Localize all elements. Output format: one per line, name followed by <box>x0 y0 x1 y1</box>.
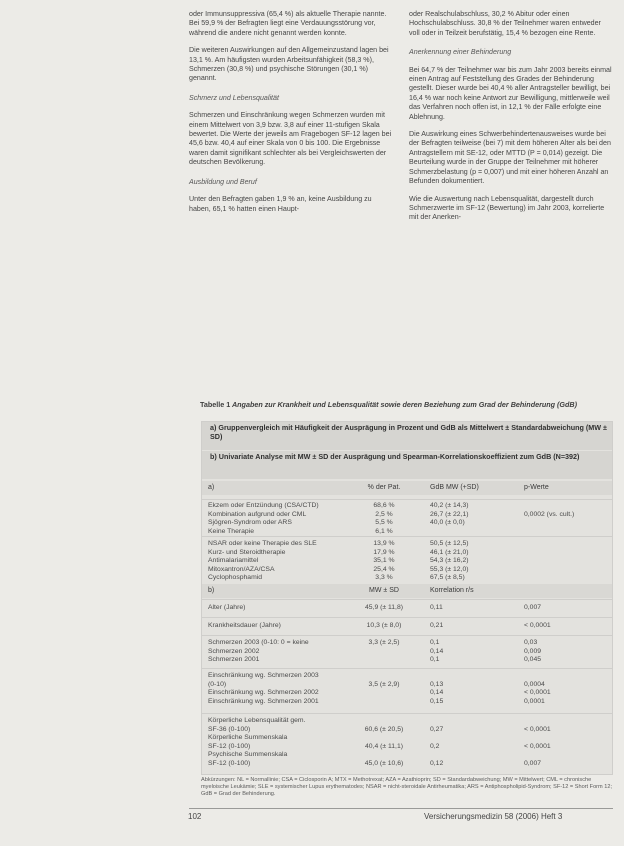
table-cell: SF-36 (0-100) <box>208 725 251 733</box>
band-b-c1: b) <box>208 587 215 594</box>
table-cell: < 0,0001 <box>524 725 551 733</box>
table-cell: (0-10) <box>208 680 227 688</box>
table-cell: Cyclophosphamid <box>208 574 263 582</box>
band-a-c3: GdB MW (+SD) <box>430 484 479 491</box>
table-cell: 0,0002 (vs. cult.) <box>524 511 575 518</box>
table-cell: Ekzem oder Entzündung (CSA/CTD) <box>208 502 319 509</box>
duration-mean: 10,3 (± 8,0) <box>366 622 402 629</box>
group1-c3 <box>430 502 522 536</box>
table-title: Angaben zur Krankheit und Lebensqualität sowie deren Beziehung zum Grad der Behinderung (GdB) <box>231 400 578 409</box>
table-band-a <box>202 481 612 495</box>
table-cell: 2,5 % <box>375 510 393 518</box>
age-p: 0,007 <box>524 604 542 611</box>
table-cell <box>430 734 522 743</box>
left-text-column <box>189 10 393 222</box>
table-cell: 0,27 <box>430 725 444 733</box>
band-b-c3: Korrelation r/s <box>430 587 474 594</box>
table-cell: 68,6 % <box>373 502 395 509</box>
group1-c4 <box>524 511 608 520</box>
table-cell: 13,9 % <box>373 540 395 547</box>
table-cell: < 0,0001 <box>524 689 551 697</box>
table-cell: Körperliche Summenskala <box>208 734 288 742</box>
table-cell <box>430 751 522 760</box>
table-cell: Körperliche Lebensqualität gem. <box>208 717 306 724</box>
table-footnotes: Abkürzungen: NL = Normallinie; CSA = Ciclosporin A; MTX = Methotrexat; AZA = Azathioprin; SD = Standardabweichung; MW = Mittelwert; CML = chronische myeloische Leukämie; SLE = systemischer Lupus erythematodes; NSAR = nicht-steroidale Antirheumatika; ARS = Antiphospholipid-Syndrom; SF-12 = Short Form 12; GdB = Grad der Behinderung. <box>201 777 613 798</box>
table-cell: Mitoxantron/AZA/CSA <box>208 565 275 573</box>
table-cell: 0,009 <box>524 647 542 655</box>
band-b-c2: MW ± SD <box>369 587 399 594</box>
table-cell <box>524 734 608 743</box>
restriction-mean: 3,5 (± 2,9) <box>368 681 400 688</box>
journal-reference: Versicherungsmedizin 58 (2006) Heft 3 <box>424 812 563 821</box>
table-label: Tabelle 1 <box>200 400 231 409</box>
table-group-therapy-a <box>202 499 612 536</box>
group2-c2 <box>348 540 420 583</box>
age-label: Alter (Jahre) <box>208 604 246 611</box>
duration-p: < 0,0001 <box>524 622 551 629</box>
band-a-c4: p-Werte <box>524 484 549 491</box>
table-cell <box>430 717 522 726</box>
body-paragraph: Schmerzen und Einschränkung wegen Schmerzen wurden mit einem Mittelwert von 3,9 bzw. 3,8 auf einer 11-stufigen Skala bewertet. Die Werte der jeweils am Fragebogen SF-12 lagen bei 45,6 bzw. 40,4 auf einer Skala von 0 bis 100. Die Ergebnisse waren damit signifikant schlechter als bei Vergleichswerten der deutschen Bevölkerung. <box>189 111 392 167</box>
table-cell: 0,2 <box>430 742 440 750</box>
table-cell: 0,0004 <box>524 680 545 688</box>
body-paragraph: Bei 64,7 % der Teilnehmer war bis zum Jahr 2003 bereits einmal einen Antrag auf Feststellung des Grades der Behinderung gestellt. Dieser wurde bei 40,4 % aller Antragsteller bewilligt, bei 16,4 % war noch keine Antwort zur Bewilligung, mittlerweile weil das Verfahren noch offen ist, in 12,1 % der Fälle erfolgte eine Ablehnung. <box>409 65 612 121</box>
table-cell: Schmerzen 2002 <box>208 647 260 655</box>
body-paragraph: oder Realschulabschluss, 30,2 % Abitur oder einen Hochschulabschluss. 30,8 % der Teilnehmer waren entweder voll oder in Teilzeit berufstätig, 15,4 % bezogen eine Rente. <box>409 10 601 37</box>
table-header-a: a) Gruppenvergleich mit Häufigkeit der Ausprägung in Prozent und GdB als Mittelwert ± Standardabweichung (MW ± SD) <box>202 422 612 450</box>
table-cell: 0,1 <box>430 639 440 646</box>
table-cell: Einschränkung wg. Schmerzen 2002 <box>208 689 319 697</box>
table-cell: NSAR oder keine Therapie des SLE <box>208 540 317 547</box>
page-number: 102 <box>188 812 202 821</box>
pain-p <box>524 639 608 665</box>
table-cell: 25,4 % <box>373 565 395 573</box>
table-cell: 54,3 (± 16,2) <box>430 557 469 565</box>
table-cell <box>430 672 522 681</box>
table-cell: 0,1 <box>430 656 440 664</box>
table-cell: 26,7 (± 22,1) <box>430 510 469 518</box>
table-cell: 17,9 % <box>373 548 395 556</box>
table-cell: SF-12 (0-100) <box>208 759 251 767</box>
table-row-duration <box>202 617 612 635</box>
restriction-corr <box>430 672 522 706</box>
section-heading: Anerkennung einer Behinderung <box>409 48 512 57</box>
table-cell: Einschränkung wg. Schmerzen 2001 <box>208 697 319 705</box>
table-cell: SF-12 (0-100) <box>208 742 251 750</box>
group1-c2 <box>348 502 420 536</box>
quality-corr <box>430 717 522 769</box>
quality-mean <box>348 717 420 769</box>
table-cell: Kurz- und Steroidtherapie <box>208 548 286 556</box>
table-cell: 0,007 <box>524 759 542 767</box>
quality-labels <box>208 717 343 769</box>
body-paragraph: oder Immunsuppressiva (65,4 %) als aktuelle Therapie nannte. Bei 59,9 % der Befragten liegt eine Verdauungsstörung vor, während die andere nicht genannt werden konnte. <box>189 10 387 37</box>
table-cell: 0,12 <box>430 759 444 767</box>
table-cell: 6,1 % <box>375 527 393 535</box>
table-cell: 60,6 (± 20,5) <box>364 725 404 733</box>
table-cell: 0,0001 <box>524 697 545 705</box>
table-cell: Keine Therapie <box>208 527 254 535</box>
table-cell <box>524 672 608 681</box>
restriction-labels <box>208 672 343 706</box>
data-table <box>201 421 613 775</box>
table-group-pain <box>202 635 612 668</box>
table-cell <box>348 751 420 760</box>
pain-labels <box>208 639 343 665</box>
age-mean: 45,9 (± 11,8) <box>365 604 403 611</box>
table-row-age <box>202 599 612 617</box>
table-cell <box>524 751 608 760</box>
section-heading: Ausbildung und Beruf <box>189 177 257 186</box>
table-cell <box>348 717 420 726</box>
table-cell: 40,2 (± 14,3) <box>430 502 469 509</box>
table-cell: 0,14 <box>430 689 444 697</box>
table-cell: Einschränkung wg. Schmerzen 2003 <box>208 672 319 679</box>
group2-c3 <box>430 540 522 583</box>
body-paragraph: Die weiteren Auswirkungen auf den Allgemeinzustand lagen bei 13,1 %. Am häufigsten wurden Arbeitsunfähigkeit (58,3 %), Schmerzen (30,8 %) und psychische Störungen (30,1 %) genannt. <box>189 46 389 83</box>
table-group-quality <box>202 713 612 774</box>
table-cell: Psychische Summenskala <box>208 751 288 759</box>
restriction-p <box>524 672 608 706</box>
table-cell: 55,3 (± 12,0) <box>430 565 469 573</box>
table-cell: 35,1 % <box>373 557 395 565</box>
duration-label: Krankheitsdauer (Jahre) <box>208 622 281 629</box>
table-cell <box>348 734 420 743</box>
table-cell: 0,03 <box>524 639 538 646</box>
body-paragraph: Die Auswirkung eines Schwerbehindertenausweises wurde bei der Befragten teilweise (bei 7) mit dem höheren Alter als bei den Antragstellern mit SE-12, oder MTTD (P = 0,014) gezeigt. Die Beurteilung wurde in der Gruppe der Teilnehmer mit höherer Schmerzbelastung (p = 0,007) und mit einer höheren Anzahl an Befunden dokumentiert. <box>409 130 611 186</box>
table-cell: Sjögren-Syndrom oder ARS <box>208 519 292 527</box>
band-a-c2: % der Pat. <box>367 484 401 491</box>
quality-p <box>524 717 608 769</box>
body-paragraph: Unter den Befragten gaben 1,9 % an, keine Ausbildung zu haben, 65,1 % hatten einen Haupt- <box>189 195 372 213</box>
table-cell: 46,1 (± 21,0) <box>430 548 469 556</box>
table-cell: 5,5 % <box>375 519 393 527</box>
table-cell: 0,14 <box>430 647 444 655</box>
table-cell: 0,13 <box>430 680 444 688</box>
group1-c1 <box>208 502 343 536</box>
table-cell: Antimalariamittel <box>208 557 259 565</box>
section-heading: Schmerz und Lebensqualität <box>189 93 279 102</box>
footer-rule <box>189 808 613 809</box>
table-cell: Schmerzen 2001 <box>208 656 260 664</box>
pain-mean: 3,3 (± 2,5) <box>368 639 400 646</box>
table-cell: 0,15 <box>430 697 444 705</box>
table-cell: 67,5 (± 8,5) <box>430 574 465 582</box>
table-cell: 40,0 (± 0,0) <box>430 519 465 527</box>
pain-corr <box>430 639 522 665</box>
table-group-therapy-b <box>202 536 612 583</box>
table-cell: Schmerzen 2003 (0-10: 0 = keine <box>208 639 309 646</box>
body-paragraph: Wie die Auswertung nach Lebensqualität, dargestellt durch Schmerzwerte im SF-12 (Bewertung) im Jahr 2003, korrelierte mit der Anerken- <box>409 194 605 222</box>
table-header-b: b) Univariate Analyse mit MW ± SD der Ausprägung und Spearman-Korrelationskoeffizient zum GdB (N=392) <box>202 451 612 479</box>
table-cell: 3,3 % <box>375 574 393 582</box>
duration-corr: 0,21 <box>430 622 444 629</box>
table-cell <box>524 717 608 726</box>
table-caption <box>200 400 612 409</box>
table-cell: 0,045 <box>524 656 542 664</box>
table-cell: 45,0 (± 10,6) <box>364 759 404 767</box>
table-cell: 40,4 (± 11,1) <box>365 742 403 750</box>
table-cell: 50,5 (± 12,5) <box>430 540 469 547</box>
table-group-restriction <box>202 668 612 713</box>
table-band-b <box>202 584 612 598</box>
age-corr: 0,11 <box>430 604 443 611</box>
right-text-column <box>409 10 613 231</box>
table-cell: < 0,0001 <box>524 742 551 750</box>
band-a-c1: a) <box>208 484 215 491</box>
group2-c1 <box>208 540 343 583</box>
table-cell: Kombination aufgrund oder CML <box>208 510 307 518</box>
